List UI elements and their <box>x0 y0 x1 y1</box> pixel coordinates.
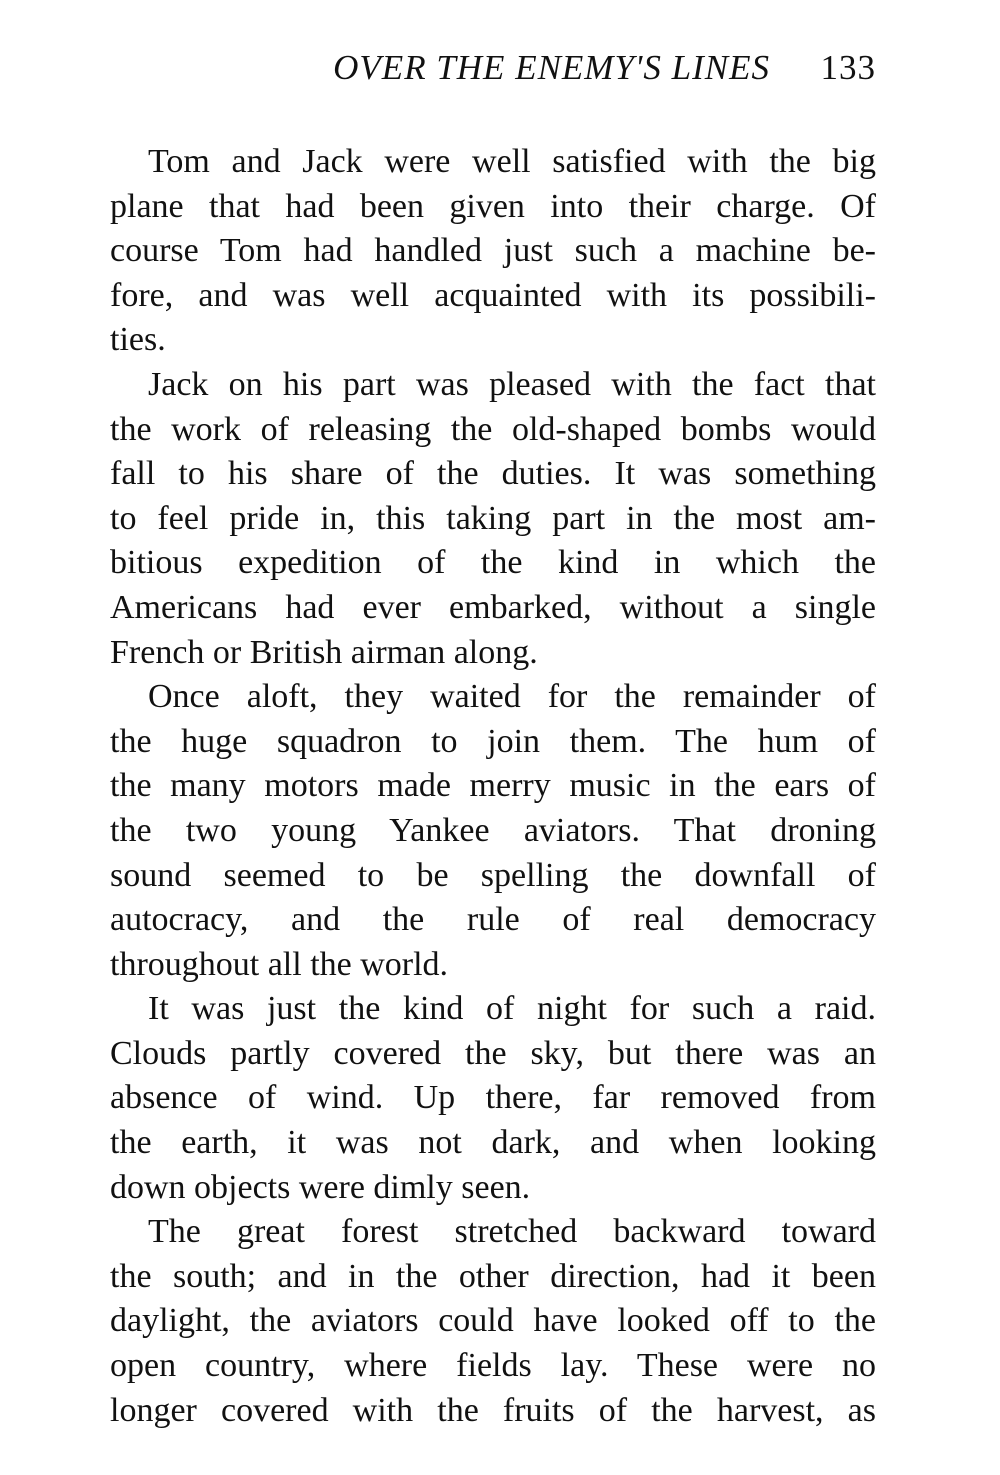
paragraph <box>110 140 876 363</box>
text-line: French or British airman along. <box>110 633 538 671</box>
text-line: to feel pride in, this taking part in the most am- <box>110 499 876 537</box>
text-line: down objects were dimly seen. <box>110 1168 531 1206</box>
text-line: bitious expedition of the kind in which the <box>110 544 876 582</box>
text-line: It was just the kind of night for such a raid. <box>148 990 876 1028</box>
text-line: the two young Yankee aviators. That droning <box>110 811 876 849</box>
text-line: absence of wind. Up there, far removed from <box>110 1079 876 1117</box>
text-line: ties. <box>110 321 166 359</box>
text-line: fore, and was well acquainted with its possibili- <box>110 276 876 314</box>
text-line: autocracy, and the rule of real democracy <box>110 901 876 939</box>
body-text <box>110 140 876 1433</box>
text-line: daylight, the aviators could have looked off to the <box>110 1302 876 1340</box>
text-line: longer covered with the fruits of the harvest, as <box>110 1391 876 1429</box>
text-line: Clouds partly covered the sky, but there was an <box>110 1034 876 1072</box>
text-line: Tom and Jack were well satisfied with the big <box>148 143 876 180</box>
text-line: plane that had been given into their charge. Of <box>110 187 876 225</box>
text-line: the earth, it was not dark, and when looking <box>110 1124 876 1162</box>
text-line: Once aloft, they waited for the remainder of <box>148 678 876 716</box>
text-line: Americans had ever embarked, without a single <box>110 588 876 626</box>
page-number: 133 <box>820 48 876 87</box>
text-line: the huge squadron to join them. The hum of <box>110 722 876 760</box>
text-line: The great forest stretched backward toward <box>148 1213 876 1251</box>
paragraph <box>110 1210 876 1433</box>
text-line: Jack on his part was pleased with the fact that <box>148 365 876 403</box>
text-line: course Tom had handled just such a machine be- <box>110 232 876 270</box>
running-title: OVER THE ENEMY'S LINES <box>333 48 770 87</box>
paragraph <box>110 363 876 675</box>
paragraph <box>110 675 876 987</box>
text-line: the south; and in the other direction, had it been <box>110 1257 876 1295</box>
text-line: fall to his share of the duties. It was something <box>110 455 876 493</box>
text-line: throughout all the world. <box>110 945 449 983</box>
text-line: sound seemed to be spelling the downfall of <box>110 856 876 894</box>
text-line: the work of releasing the old-shaped bombs would <box>110 410 876 448</box>
paragraph <box>110 987 876 1210</box>
text-line: the many motors made merry music in the ears of <box>110 767 876 805</box>
text-line: open country, where fields lay. These were no <box>110 1347 876 1385</box>
running-head <box>110 48 876 96</box>
